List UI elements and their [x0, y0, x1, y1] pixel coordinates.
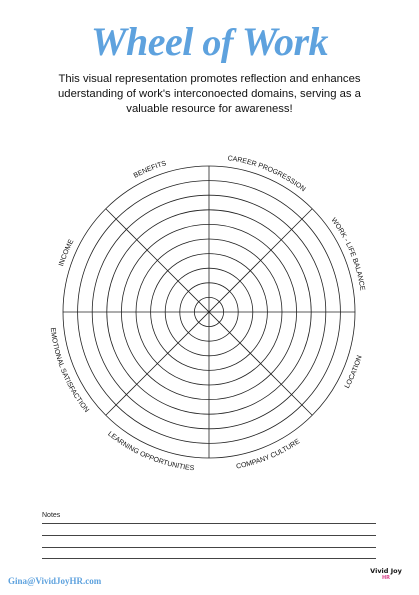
segment-label-location: LOCATION	[343, 354, 364, 390]
segment-label-career-progression: CAREER PROGRESSION	[227, 155, 307, 194]
contact-email[interactable]: Gina@VividJoyHR.com	[8, 576, 102, 586]
description-text: This visual representation promotes reflection and enhances uderstanding of work's interconoected domains, serving as a valuable resource for awareness!	[58, 73, 361, 115]
logo-text-sub: HR	[381, 575, 391, 581]
notes-line[interactable]	[42, 523, 376, 524]
segment-label-benefits: BENEFITS	[132, 160, 168, 180]
brand-logo	[366, 567, 406, 581]
title-word-3: Work	[241, 19, 329, 64]
notes-line[interactable]	[42, 558, 376, 559]
wheel-spokes	[63, 166, 355, 458]
segment-label-income: INCOME	[58, 238, 76, 268]
segment-label-company-culture: COMPANY CULTURE	[235, 438, 302, 471]
notes-line[interactable]	[42, 535, 376, 536]
segment-label-emotional-satisfaction: EMOTIONAL SATISFACTION	[48, 327, 90, 414]
title-word-2: of	[202, 22, 234, 64]
segment-label-work-life-balance: WORK - LIFE BALANCE	[329, 216, 366, 292]
notes-label: Notes	[42, 512, 61, 519]
title-word-1: Wheel	[90, 19, 193, 64]
segment-label-learning-opportunities: LEARNING OPPORTUNITIES	[106, 430, 195, 473]
notes-line[interactable]	[42, 547, 376, 548]
logo-text-main: Vivid Joy	[370, 567, 402, 575]
